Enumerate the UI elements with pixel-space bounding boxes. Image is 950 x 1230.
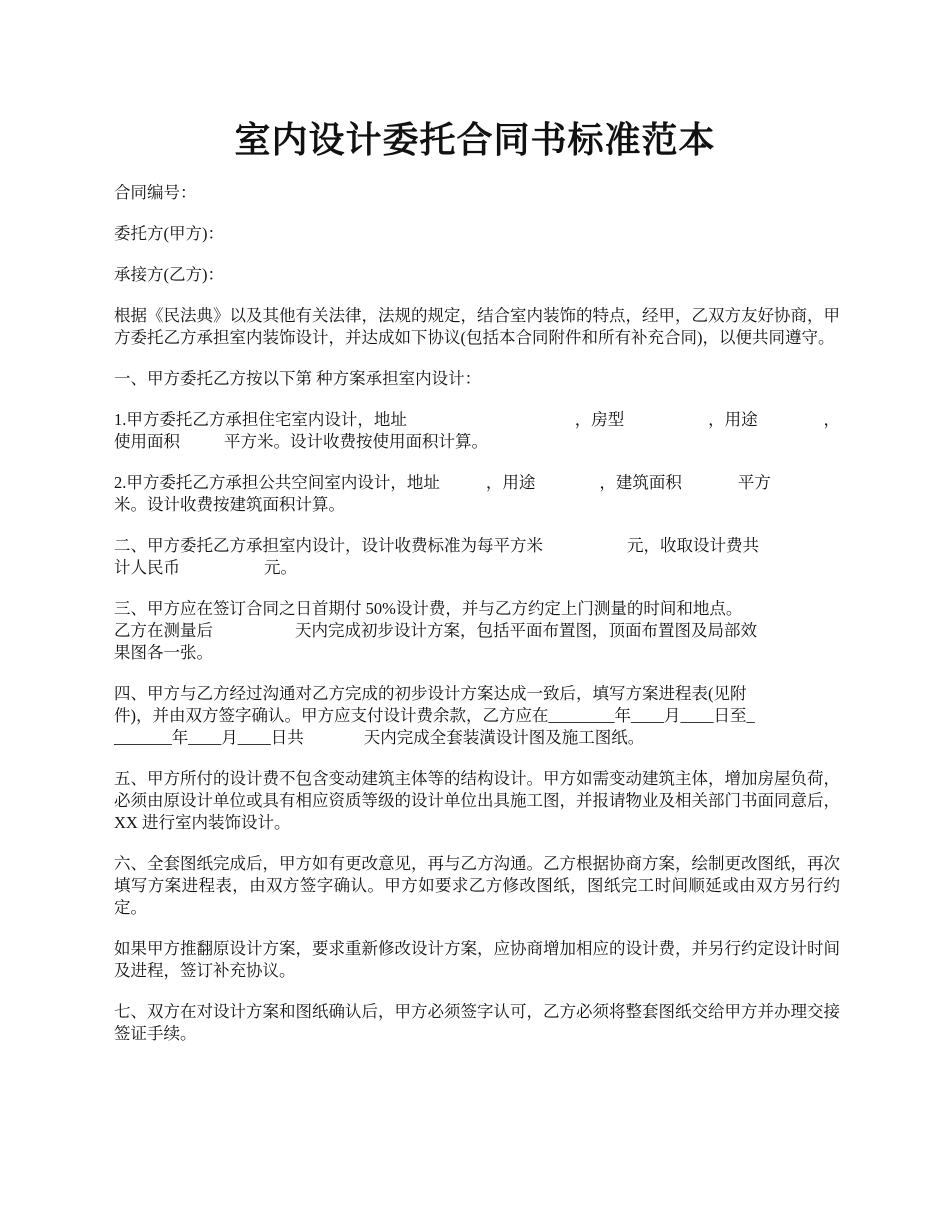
clause-3-line-3: 果图各一张。 — [114, 643, 213, 662]
party-a-line: 委托方(甲方)： — [114, 224, 224, 243]
party-b-line: 承接方(乙方)： — [114, 265, 224, 284]
clause-1-item-2-part-b: ，用途 — [485, 473, 536, 492]
clause-1-item-1 — [114, 409, 840, 453]
contract-number-line: 合同编号： — [114, 183, 197, 202]
clause-2-part-d: 元。 — [264, 558, 297, 577]
clause-7: 七、双方在对设计方案和图纸确认后，甲方必须签字认可，乙方必须将整套图纸交给甲方并办理交接签证手续。 — [114, 1002, 840, 1043]
clause-1-item-1-part-f: 平方米。设计收费按使用面积计算。 — [224, 432, 488, 451]
clause-6-supplement: 如果甲方推翻原设计方案，要求重新修改设计方案，应协商增加相应的设计费，并另行约定设计时间及进程，签订补充协议。 — [114, 939, 840, 980]
clause-1-heading: 一、甲方委托乙方按以下第 种方案承担室内设计： — [114, 369, 482, 388]
clause-1-item-1-line-2 — [114, 431, 840, 453]
clause-2-part-a: 二、甲方委托乙方承担室内设计，设计收费标准为每平方米 — [114, 536, 543, 555]
clause-1-item-1-part-d: ， — [823, 410, 840, 429]
clause-3-line-2 — [114, 620, 840, 642]
clause-4-line-1: 四、甲方与乙方经过沟通对乙方完成的初步设计方案达成一致后，填写方案进程表(见附 — [114, 684, 747, 703]
clause-1-item-2-part-a: 2.甲方委托乙方承担公共空间室内设计，地址 — [114, 473, 440, 492]
clause-2-line-2 — [114, 557, 840, 579]
clause-4-part-b: 天内完成全套装潢设计图及施工图纸。 — [363, 728, 645, 747]
clause-2 — [114, 535, 840, 579]
document-body — [114, 182, 840, 1064]
clause-4-part-a: _______年____月____日共 — [114, 728, 304, 747]
clause-2-part-b: 元，收取设计费共 — [627, 536, 759, 555]
clause-1-item-2 — [114, 472, 840, 516]
clause-1-item-1-part-a: 1.甲方委托乙方承担住宅室内设计，地址 — [114, 410, 407, 429]
clause-1-item-1-part-e: 使用面积 — [114, 432, 180, 451]
clause-1-item-2-part-c: ，建筑面积 — [599, 473, 682, 492]
clause-4 — [114, 683, 840, 749]
clause-5: 五、甲方所付的设计费不包含变动建筑主体等的结构设计。甲方如需变动建筑主体，增加房屋负荷，必须由原设计单位或具有相应资质等级的设计单位出具施工图，并报请物业及相关部门书面同意后，XX 进行室内装饰设计。 — [114, 769, 840, 832]
clause-4-line-3 — [114, 727, 840, 749]
preamble-paragraph: 根据《民法典》以及其他有关法律，法规的规定，结合室内装饰的特点，经甲，乙双方友好协商，甲方委托乙方承担室内装饰设计，并达成如下协议(包括本合同附件和所有补充合同)，以便共同遵守。 — [114, 306, 840, 347]
clause-2-line-1 — [114, 535, 840, 557]
clause-1-item-2-part-d: 平方 — [737, 473, 771, 492]
document-title: 室内设计委托合同书标准范本 — [234, 120, 716, 161]
clause-1-item-1-part-c: ，用途 — [708, 410, 758, 429]
clause-3-part-b: 天内完成初步设计方案，包括平面布置图，顶面布置图及局部效 — [295, 621, 757, 640]
clause-1-item-1-part-b: ，房型 — [574, 410, 625, 429]
clause-1-item-2-line-2: 米。设计收费按建筑面积计算。 — [114, 495, 345, 514]
clause-1-item-2-line-1 — [114, 472, 840, 494]
clause-3-line-1: 三、甲方应在签订合同之日首期付 50%设计费，并与乙方约定上门测量的时间和地点。 — [114, 599, 743, 618]
clause-1-item-1-line-1 — [114, 409, 840, 431]
clause-3-part-a: 乙方在测量后 — [114, 621, 213, 640]
clause-4-line-2: 件)，并由双方签字确认。甲方应支付设计费余款，乙方应在________年____月____日至_ — [114, 706, 755, 725]
clause-6: 六、全套图纸完成后，甲方如有更改意见，再与乙方沟通。乙方根据协商方案，绘制更改图纸，再次填写方案进程表，由双方签字确认。甲方如要求乙方修改图纸，图纸完工时间顺延或由双方另行约定。 — [114, 854, 840, 917]
clause-2-part-c: 计人民币 — [114, 558, 180, 577]
clause-3 — [114, 598, 840, 664]
